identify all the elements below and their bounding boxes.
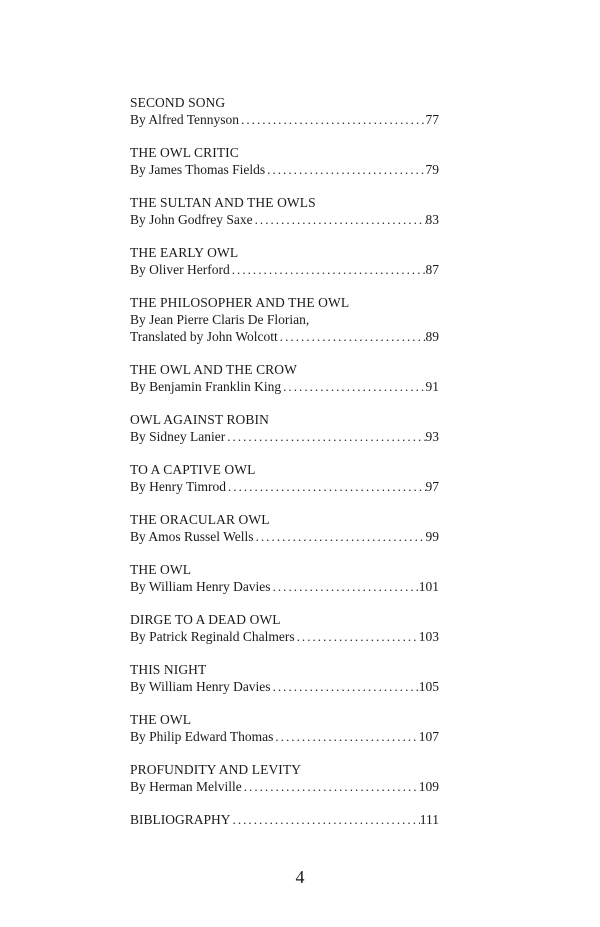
entry-page-number: 97 [425,479,439,494]
entry-author: By Alfred Tennyson [130,112,240,127]
dot-leader [295,628,419,645]
dot-leader [281,378,425,395]
entry-author: By Amos Russel Wells [130,529,254,544]
entry-title: THE PHILOSOPHER AND THE OWL [130,295,350,310]
dot-leader [231,811,420,828]
toc-entry-to-a-captive-owl[interactable] [130,461,439,495]
entry-author-line [130,811,439,828]
toc-entry-second-song[interactable] [130,94,439,128]
entry-page-number: 103 [418,629,439,644]
entry-author-line [130,628,439,645]
entry-page-number: 101 [418,579,439,594]
entry-author: By Jean Pierre Claris De Florian, [130,312,310,327]
dot-leader [271,678,419,695]
entry-title: THE OWL [130,562,192,577]
entry-author-line [130,211,439,228]
entry-title: SECOND SONG [130,95,226,110]
entry-author-line [130,678,439,695]
dot-leader [271,578,419,595]
toc-entry-profundity-and-levity[interactable] [130,761,439,795]
entry-page-number: 105 [418,679,439,694]
dot-leader [273,728,418,745]
entry-title: OWL AGAINST ROBIN [130,412,269,427]
entry-author-line [130,378,439,395]
entry-author-line [130,428,439,445]
toc-entry-the-early-owl[interactable] [130,244,439,278]
entry-author: By Oliver Herford [130,262,230,277]
dot-leader [265,161,425,178]
entry-author-line [130,328,439,345]
dot-leader [242,778,419,795]
entry-translator: Translated by John Wolcott [130,329,278,344]
entry-title: THE OWL AND THE CROW [130,362,297,377]
entry-author-line [130,478,439,495]
entry-title: THE OWL CRITIC [130,145,239,160]
entry-author: By Patrick Reginald Chalmers [130,629,295,644]
entry-title: TO A CAPTIVE OWL [130,462,256,477]
toc-entry-the-owl-davies[interactable] [130,561,439,595]
toc-entry-the-owl-and-the-crow[interactable] [130,361,439,395]
dot-leader [239,111,425,128]
toc-entry-the-owl-thomas[interactable] [130,711,439,745]
entry-page-number: 89 [425,329,439,344]
entry-author: By Benjamin Franklin King [130,379,282,394]
dot-leader [278,328,426,345]
entry-author: By Sidney Lanier [130,429,226,444]
entry-title: BIBLIOGRAPHY [130,812,231,827]
toc-entry-the-sultan-and-the-owls[interactable] [130,194,439,228]
entry-title: THIS NIGHT [130,662,207,677]
dot-leader [225,428,425,445]
entry-author: By William Henry Davies [130,679,271,694]
entry-title: THE ORACULAR OWL [130,512,270,527]
entry-title: THE OWL [130,712,192,727]
entry-author: By William Henry Davies [130,579,271,594]
entry-author-line [130,728,439,745]
entry-author-line [130,578,439,595]
toc-entry-the-owl-critic[interactable] [130,144,439,178]
entry-title: THE EARLY OWL [130,245,239,260]
entry-page-number: 77 [425,112,439,127]
entry-page-number: 79 [425,162,439,177]
entry-author-line [130,528,439,545]
dot-leader [226,478,425,495]
toc-entry-dirge-to-a-dead-owl[interactable] [130,611,439,645]
dot-leader [253,211,426,228]
entry-page-number: 83 [425,212,439,227]
dot-leader [230,261,426,278]
dot-leader [254,528,426,545]
page-number: 4 [295,867,305,887]
entry-page-number: 91 [425,379,439,394]
entry-page-number: 111 [419,812,439,827]
entry-author: By James Thomas Fields [130,162,266,177]
toc-entry-the-philosopher-and-the-owl[interactable] [130,294,439,345]
entry-page-number: 93 [425,429,439,444]
entry-page-number: 107 [418,729,439,744]
entry-author-line [130,161,439,178]
toc-entry-this-night[interactable] [130,661,439,695]
entry-page-number: 99 [425,529,439,544]
entry-author: By John Godfrey Saxe [130,212,253,227]
toc-entry-owl-against-robin[interactable] [130,411,439,445]
entry-author: By Herman Melville [130,779,242,794]
entry-title: PROFUNDITY AND LEVITY [130,762,302,777]
entry-author: By Henry Timrod [130,479,227,494]
table-of-contents [130,94,439,844]
toc-entry-bibliography[interactable] [130,811,439,828]
entry-title: DIRGE TO A DEAD OWL [130,612,281,627]
entry-page-number: 87 [425,262,439,277]
toc-entry-the-oracular-owl[interactable] [130,511,439,545]
entry-author-line [130,261,439,278]
entry-author: By Philip Edward Thomas [130,729,274,744]
entry-author-line [130,778,439,795]
entry-page-number: 109 [418,779,439,794]
entry-title: THE SULTAN AND THE OWLS [130,195,316,210]
entry-author-line [130,111,439,128]
